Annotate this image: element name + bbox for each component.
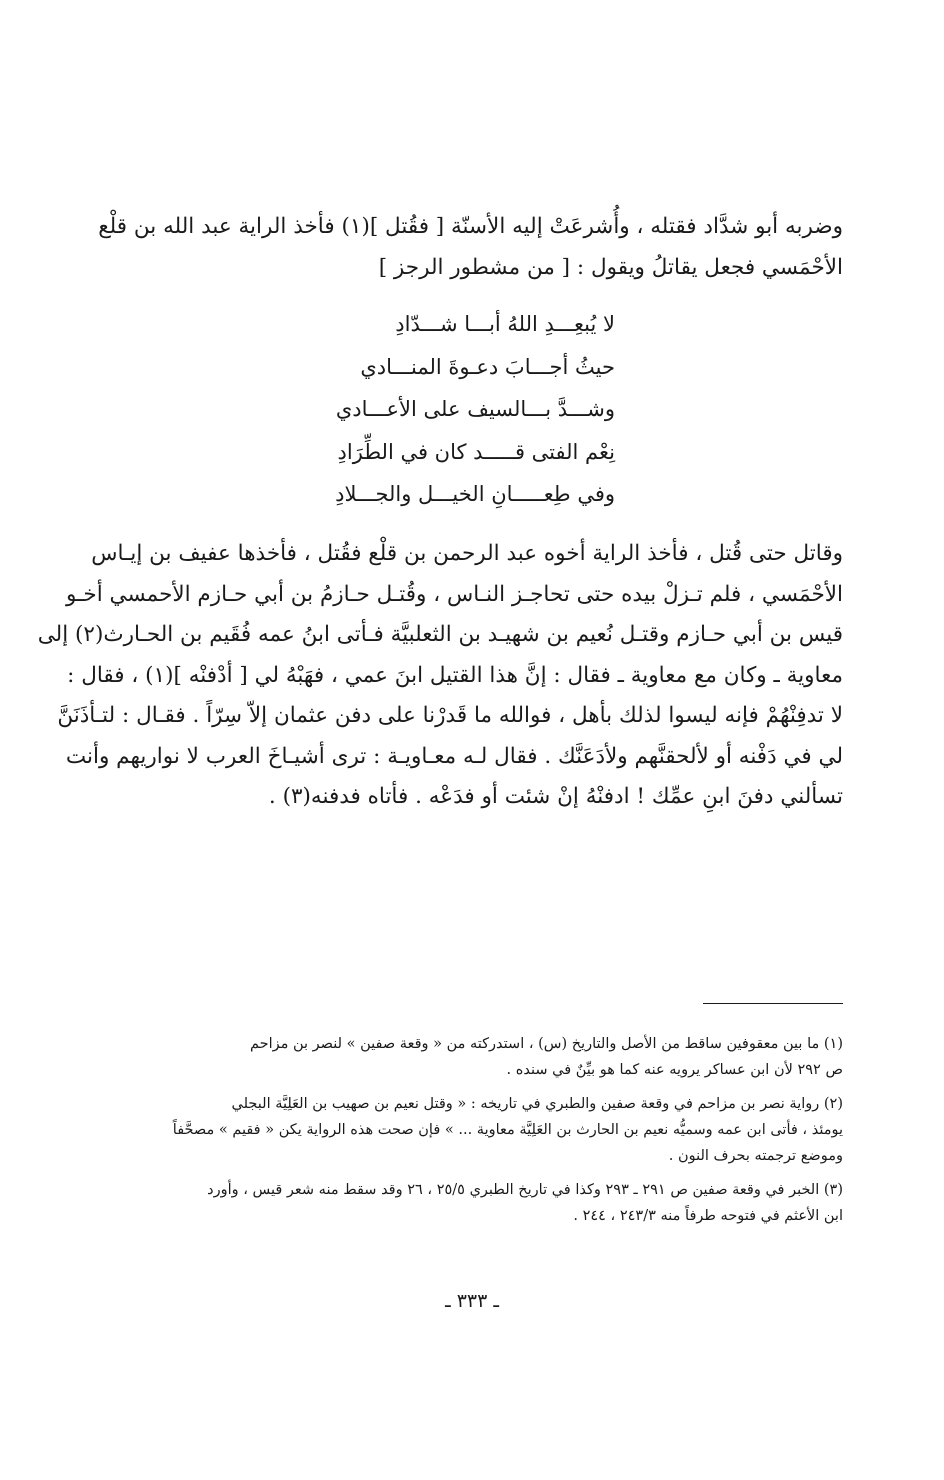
- poem-verses: [300, 303, 615, 516]
- footnote-line: (٣) الخبر في وقعة صفين ص ٢٩١ ـ ٢٩٣ وكذا في تاريخ الطبري ٢٥/٥ ، ٢٦ وقد سقط منه شعر قيس ، وأورد: [207, 1182, 843, 1198]
- paragraph-narrative: [37, 534, 843, 818]
- text-line: تسألني دفنَ ابنِ عمِّك ! ادفنْهُ إنْ شئت أو فدَعْه . فأتاه فدفنه(٣) .: [268, 784, 843, 809]
- footnote-line: يومئذ ، فأتى ابن عمه وسميُّه نعيم بن الحارث بن العَلِيَّة معاوية ... » فإن صحت هذه الرواية يكن « فقيم » مصحَّفاً: [172, 1122, 843, 1138]
- footnote-line: وموضع ترجمته بحرف النون .: [668, 1148, 843, 1164]
- footnote-1: [138, 1031, 843, 1083]
- verse-line: حيثُ أجـــابَ دعـوةَ المنـــادي: [360, 354, 615, 379]
- footnote-line: (١) ما بين معقوفين ساقط من الأصل والتاريخ (س) ، استدركته من « وقعة صفين » لنصر بن مزاحم: [249, 1036, 843, 1052]
- text-line: الأحْمَسي ، فلم تـزلْ بيده حتى تحاجـز النـاس ، وقُتـل حـازمُ بن أبي حـازم الأحمسي أخـو: [66, 581, 843, 607]
- footnote-line: ابن الأعثم في فتوحه طرفاً منه ٢٤٣/٣ ، ٢٤٤ .: [573, 1208, 843, 1224]
- footnotes: [138, 1031, 843, 1237]
- text-line: لا تدفِنْهُمْ فإنه ليسوا لذلك بأهل ، فوالله ما قَدرْنا على دفن عثمان إلاّ سِرّاً . فقـال : لتـأذَنَنَّ: [57, 703, 843, 728]
- footnote-separator: [703, 1003, 843, 1004]
- verse-line: نِعْم الفتى قـــــد كان في الطِّرَادِ: [337, 439, 615, 464]
- text-line: لي في دَفْنه أو لألحقنَّهم ولأدَعَنَّك . فقال لـه معـاويـة : ترى أشيـاخَ العرب لا نواريهم وأنت: [65, 743, 843, 769]
- footnote-2: [138, 1091, 843, 1169]
- footnote-line: ص ٢٩٢ لأن ابن عساكر يرويه عنه كما هو بيِّنٌ في سنده .: [506, 1062, 843, 1078]
- footnote-3: [138, 1177, 843, 1229]
- verse-line: لا يُبعِـــدِ اللهُ أبـــا شـــدّادِ: [395, 312, 615, 336]
- text-line: وقاتل حتى قُتل ، فأخذ الراية أخوه عبد الرحمن بن قلْع فقُتل ، فأخذها عفيف بن إيـاس: [91, 541, 843, 566]
- paragraph-intro: [98, 206, 843, 288]
- page-number: ـ ٣٣٣ ـ: [445, 1290, 499, 1312]
- text-line: الأحْمَسي فجعل يقاتلُ ويقول : [ من مشطور الرجز ]: [378, 255, 843, 280]
- verse-line: وفي طِعـــــانِ الخيـــل والجـــلادِ: [335, 482, 615, 506]
- text-line: معاوية ـ وكان مع معاوية ـ فقال : إنَّ هذا القتيل ابنَ عمي ، فهَبْهُ لي [ أدْفنْه ](١) ، فقال :: [67, 662, 843, 688]
- text-line: قيس بن أبي حـازم وقتـل نُعيم بن شهيـد بن الثعلبيَّة فـأتى ابنُ عمه فُقَيم بن الحـارث(٢) إلى: [37, 622, 843, 647]
- text-line: وضربه أبو شدَّاد فقتله ، وأُشرعَتْ إليه الأسنّة [ فقُتل ](١) فأخذ الراية عبد الله بن قلْع: [98, 214, 843, 239]
- verse-line: وشـــدَّ بـــالسيف على الأعـــادي: [335, 397, 615, 421]
- footnote-line: (٢) رواية نصر بن مزاحم في وقعة صفين والطبري في تاريخه : « وقتل نعيم بن صهيب بن العَلِيَّة البجلي: [231, 1096, 843, 1112]
